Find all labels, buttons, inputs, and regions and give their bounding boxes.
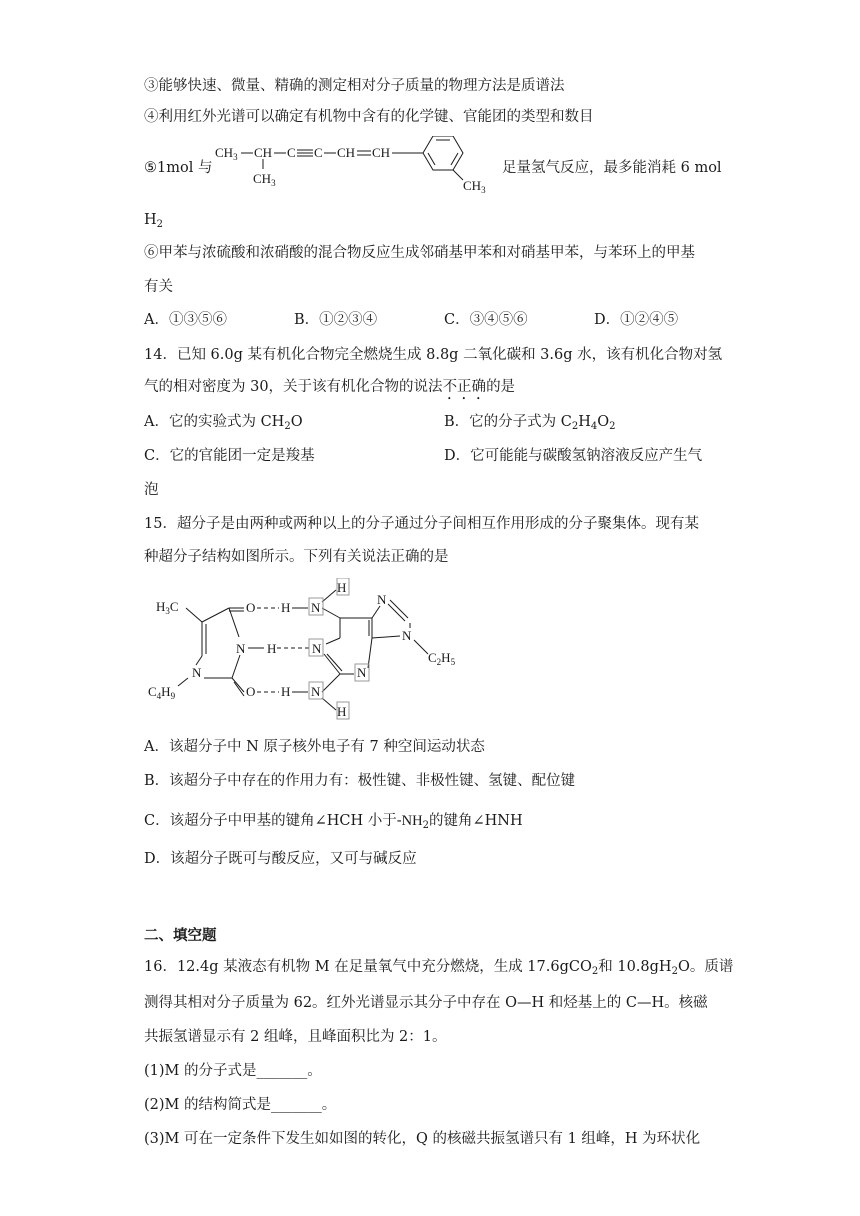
svg-text:H: H bbox=[267, 641, 277, 656]
svg-text:H: H bbox=[281, 684, 291, 699]
q16-subquestion-3: (3)M 可在一定条件下发生如如图的转化，Q 的核磁共振氢谱只有 1 组峰，H 为环状化 bbox=[144, 1131, 701, 1147]
q14-option-c[interactable]: C．它的官能团一定是羧基 bbox=[144, 448, 315, 464]
svg-text:C: C bbox=[314, 145, 323, 160]
svg-text:N: N bbox=[377, 592, 387, 607]
q13-option-b[interactable]: B．①②③④ bbox=[294, 312, 378, 328]
svg-text:C2H5: $C_2H_5$ bbox=[428, 650, 456, 667]
svg-text:C4H9: $C_4H_9$ bbox=[148, 684, 176, 701]
q16-stem-line1: 16．12.4g 某液态有机物 M 在足量氧气中充分燃烧，生成 17.6gCO$_2$和 $10.8gH_2O$。质谱 bbox=[144, 959, 734, 977]
q13-item6-line2: 有关 bbox=[144, 279, 173, 295]
svg-text:N: N bbox=[312, 641, 322, 656]
svg-text:N: N bbox=[357, 665, 367, 680]
svg-text:CH3: $CH_3$ bbox=[215, 145, 238, 162]
svg-text:H: H bbox=[337, 580, 347, 595]
q13-option-d[interactable]: D．①②④⑤ bbox=[594, 312, 679, 328]
q13-item5-structure bbox=[205, 136, 505, 196]
q13-item6-line1: ⑥甲苯与浓硫酸和浓硝酸的混合物反应生成邻硝基甲苯和对硝基甲苯，与苯环上的甲基 bbox=[144, 245, 695, 261]
q15-option-b[interactable]: B．该超分子中存在的作用力有：极性键、非极性键、氢键、配位键 bbox=[144, 773, 576, 789]
svg-text:CH3: $CH_3$ bbox=[253, 171, 276, 188]
svg-text:O: O bbox=[246, 684, 256, 699]
q13-item4: ④利用红外光谱可以确定有机物中含有的化学键、官能团的类型和数目 bbox=[144, 109, 594, 125]
svg-text:CH: CH bbox=[337, 145, 356, 160]
svg-text:H: H bbox=[337, 704, 347, 719]
svg-text:H: H bbox=[281, 600, 291, 615]
q15-option-a[interactable]: A．该超分子中 N 原子核外电子有 7 种空间运动状态 bbox=[144, 739, 485, 755]
q14-option-b[interactable]: B．它的分子式为 $C_2H_4O_2$ bbox=[444, 414, 616, 432]
svg-text:C: C bbox=[287, 145, 296, 160]
svg-text:N: N bbox=[236, 641, 246, 656]
q15-stem-line2: 种超分子结构如图所示。下列有关说法正确的是 bbox=[144, 549, 449, 565]
q13-item5-prefix: ⑤1mol 与 bbox=[144, 160, 213, 176]
q16-subquestion-1[interactable]: (1)M 的分子式是_______。 bbox=[144, 1063, 322, 1079]
q14-option-a[interactable]: A．它的实验式为 $CH_2O$ bbox=[144, 414, 303, 432]
q13-option-a[interactable]: A．①③⑤⑥ bbox=[144, 312, 227, 328]
svg-text:CH: CH bbox=[372, 145, 391, 160]
q14-stem-line2: 气的相对密度为 30，关于该有机化合物的说法不正确的是 bbox=[144, 379, 516, 395]
svg-text:O: O bbox=[246, 600, 256, 615]
svg-text:N: N bbox=[192, 665, 202, 680]
q14-emphasis: 不正确 bbox=[442, 379, 487, 395]
q14-stem-line1: 14．已知 6.0g 某有机化合物完全燃烧生成 8.8g 二氧化碳和 3.6g 水，该有机化合物对氢 bbox=[144, 347, 723, 363]
section-title: 二、填空题 bbox=[144, 927, 217, 944]
q13-item5-cont: $H_2$ bbox=[144, 212, 164, 230]
svg-text:CH3: $CH_3$ bbox=[463, 178, 486, 195]
q13-option-c[interactable]: C．③④⑤⑥ bbox=[444, 312, 528, 328]
q14-option-d[interactable]: D．它可能能与碳酸氢钠溶液反应产生气 bbox=[444, 448, 703, 464]
q16-stem-line3: 共振氢谱显示有 2 组峰，且峰面积比为 2：1。 bbox=[144, 1029, 447, 1045]
q15-supramolecule-figure bbox=[144, 578, 484, 728]
q16-stem-line2: 测得其相对分子质量为 62。红外光谱显示其分子中存在 O—H 和烃基上的 C—H。核磁 bbox=[144, 995, 708, 1011]
q15-option-d[interactable]: D．该超分子既可与酸反应，又可与碱反应 bbox=[144, 851, 417, 867]
q13-item5-suffix: 足量氢气反应，最多能消耗 6 mol bbox=[502, 160, 722, 176]
svg-text:N: N bbox=[311, 600, 321, 615]
q15-option-c[interactable]: C．该超分子中甲基的键角∠HCH 小于$-NH_2$的键角∠HNH bbox=[144, 813, 523, 831]
q14-option-d-cont: 泡 bbox=[144, 482, 159, 498]
q16-subquestion-2[interactable]: (2)M 的结构简式是_______。 bbox=[144, 1097, 337, 1113]
svg-text:CH: CH bbox=[254, 145, 273, 160]
svg-text:N: N bbox=[311, 684, 321, 699]
svg-text:N: N bbox=[402, 628, 412, 643]
q15-stem-line1: 15．超分子是由两种或两种以上的分子通过分子间相互作用形成的分子聚集体。现有某 bbox=[144, 516, 699, 532]
svg-text:H3C: $H_3C$ bbox=[156, 599, 179, 616]
q13-item3: ③能够快速、微量、精确的测定相对分子质量的物理方法是质谱法 bbox=[144, 78, 565, 94]
